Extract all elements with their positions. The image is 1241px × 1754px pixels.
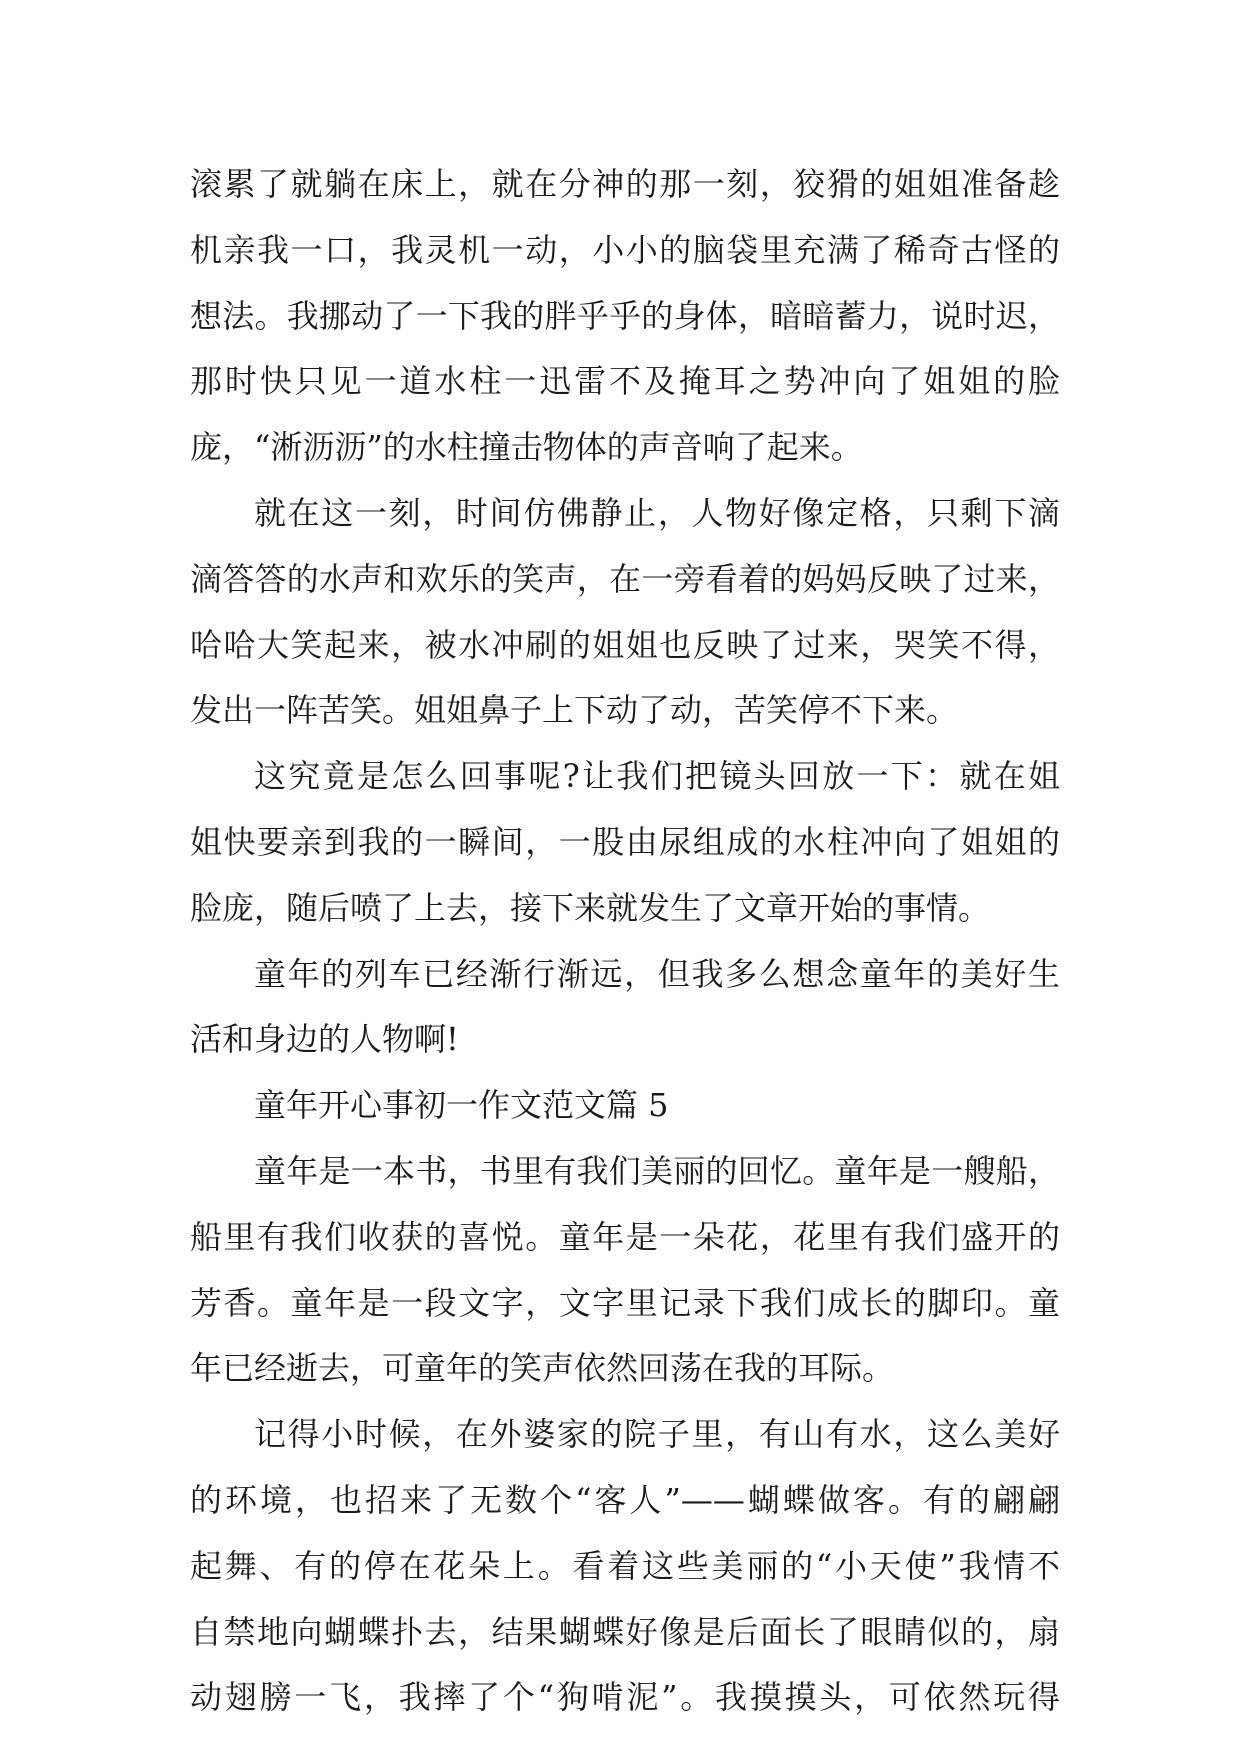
- text-line: 姐快要亲到我的一瞬间，一股由尿组成的水柱冲向了姐姐的: [190, 822, 1060, 861]
- text-line: 记得小时候，在外婆家的院子里，有山有水，这么美好: [254, 1415, 1060, 1454]
- text-line: 那时快只见一道水柱一迅雷不及掩耳之势冲向了姐姐的脸: [190, 362, 1060, 401]
- text-line: 想法。我挪动了一下我的胖乎乎的身体，暗暗蓄力，说时迟，: [190, 296, 1060, 335]
- text-line: 哈哈大笑起来，被水冲刷的姐姐也反映了过来，哭笑不得，: [190, 625, 1060, 664]
- text-line: 脸庞，随后喷了上去，接下来就发生了文章开始的事情。: [190, 888, 991, 927]
- document-body: [190, 152, 1060, 1731]
- text-line: 滚累了就躺在床上，就在分神的那一刻，狡猾的姐姐准备趁: [190, 165, 1060, 203]
- text-line: 童年开心事初一作文范文篇 5: [254, 1086, 669, 1125]
- text-line: 童年的列车已经渐行渐远，但我多么想念童年的美好生: [254, 954, 1060, 993]
- text-line: 起舞、有的停在花朵上。看着这些美丽的“小天使”我情不: [190, 1546, 1060, 1585]
- text-line: 年已经逝去，可童年的笑声依然回荡在我的耳际。: [190, 1349, 895, 1388]
- text-line: 活和身边的人物啊!: [190, 1020, 459, 1059]
- text-line: 机亲我一口，我灵机一动，小小的脑袋里充满了稀奇古怪的: [190, 230, 1060, 269]
- text-line: 芳香。童年是一段文字，文字里记录下我们成长的脚印。童: [190, 1283, 1060, 1322]
- text-line: 这究竟是怎么回事呢?让我们把镜头回放一下：就在姐: [254, 757, 1060, 796]
- text-line: 滴答答的水声和欢乐的笑声，在一旁看着的妈妈反映了过来，: [190, 559, 1060, 598]
- text-line: 发出一阵苦笑。姐姐鼻子上下动了动，苦笑停不下来。: [190, 691, 959, 730]
- text-line: 的环境，也招来了无数个“客人”——蝴蝶做客。有的翩翩: [190, 1480, 1060, 1519]
- text-line: 动翅膀一飞，我摔了个“狗啃泥”。我摸摸头，可依然玩得: [190, 1678, 1060, 1717]
- text-line: 童年是一本书，书里有我们美丽的回忆。童年是一艘船，: [254, 1151, 1060, 1190]
- text-line: 自禁地向蝴蝶扑去，结果蝴蝶好像是后面长了眼睛似的，扇: [190, 1612, 1060, 1651]
- text-line: 就在这一刻，时间仿佛静止，人物好像定格，只剩下滴: [254, 493, 1060, 532]
- text-line: 船里有我们收获的喜悦。童年是一朵花，花里有我们盛开的: [190, 1217, 1060, 1256]
- text-line: 庞，“淅沥沥”的水柱撞击物体的声音响了起来。: [190, 428, 863, 467]
